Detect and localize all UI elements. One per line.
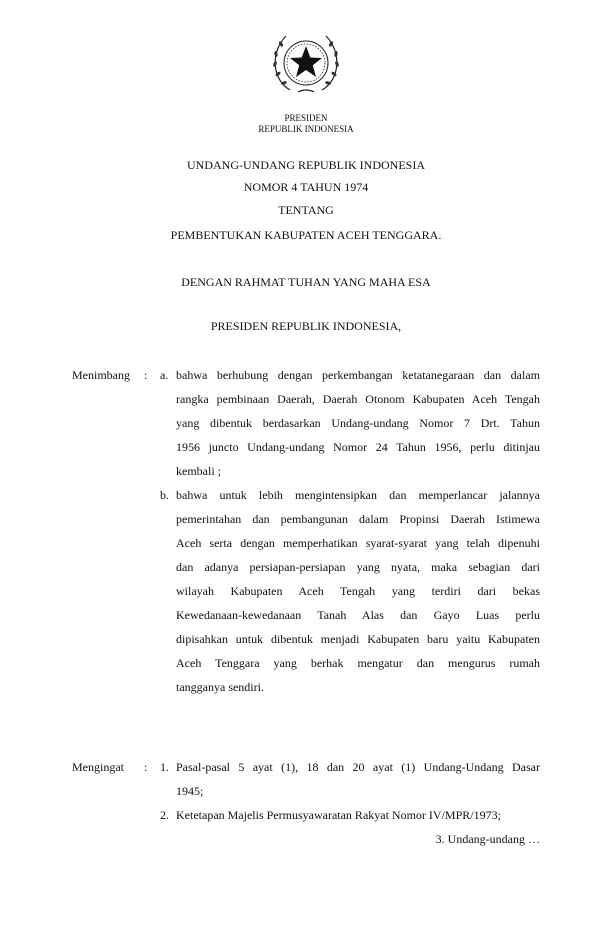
text-line: tangganya sendiri. (176, 680, 264, 694)
invocation: DENGAN RAHMAT TUHAN YANG MAHA ESA (181, 275, 431, 289)
text-line: dan adanya persiapan-persiapan yang nyata, maka sebagian dari (176, 560, 540, 574)
letterhead-president: PRESIDEN (284, 113, 328, 123)
law-tentang: TENTANG (278, 203, 334, 217)
item-marker-a: a. (160, 368, 169, 382)
text-line: bahwa berhubung dengan perkembangan ketatanegaraan dan dalam (176, 368, 540, 382)
text-line: 1945; (176, 784, 204, 798)
text-line: wilayah Kabupaten Aceh Tengah yang terdiri dari bekas (176, 584, 540, 598)
issuer: PRESIDEN REPUBLIK INDONESIA, (210, 319, 402, 333)
law-number: NOMOR 4 TAHUN 1974 (243, 180, 369, 194)
letterhead-republic: REPUBLIK INDONESIA (258, 124, 354, 134)
text-line: rangka pembinaan Daerah, Daerah Otonom Kabupaten Aceh Tengah (176, 392, 540, 406)
text-line: pemerintahan dan pembangunan dalam Propinsi Daerah Istimewa (176, 512, 540, 526)
item-marker-1: 1. (160, 760, 169, 774)
continuation-text: 3. Undang-undang … (435, 832, 540, 846)
text-line: Aceh Tenggara yang berhak mengatur dan mengurus rumah (176, 656, 540, 670)
text-line: bahwa untuk lebih mengintensipkan dan memperlancar jalannya (176, 488, 540, 502)
text-line: Aceh serta dengan memperhatikan syarat-syarat yang telah dipenuhi (176, 536, 540, 550)
item-marker-b: b. (160, 488, 169, 502)
menimbang-label: Menimbang (72, 368, 130, 382)
text-line: Pasal-pasal 5 ayat (1), 18 dan 20 ayat (1) Undang-Undang Dasar (176, 760, 540, 774)
mengingat-label: Mengingat (72, 760, 124, 774)
garuda-star-emblem-icon (268, 26, 344, 96)
law-title: UNDANG-UNDANG REPUBLIK INDONESIA (187, 158, 425, 172)
mengingat-colon: : (144, 760, 148, 774)
text-line: kembali ; (176, 464, 221, 478)
text-line: 1956 juncto Undang-undang Nomor 24 Tahun 1956, perlu ditinjau (176, 440, 540, 454)
menimbang-colon: : (144, 368, 148, 382)
text-line: Kewedanaan-kewedanaan Tanah Alas dan Gayo Luas perlu (176, 608, 540, 622)
text-line: yang dibentuk berdasarkan Undang-undang Nomor 7 Drt. Tahun (176, 416, 540, 430)
text-line: Ketetapan Majelis Permusyawaratan Rakyat Nomor IV/MPR/1973; (176, 808, 501, 822)
text-line: dipisahkan untuk dibentuk menjadi Kabupaten baru yaitu Kabupaten (176, 632, 540, 646)
law-subject: PEMBENTUKAN KABUPATEN ACEH TENGGARA. (170, 228, 442, 242)
item-marker-2: 2. (160, 808, 169, 822)
